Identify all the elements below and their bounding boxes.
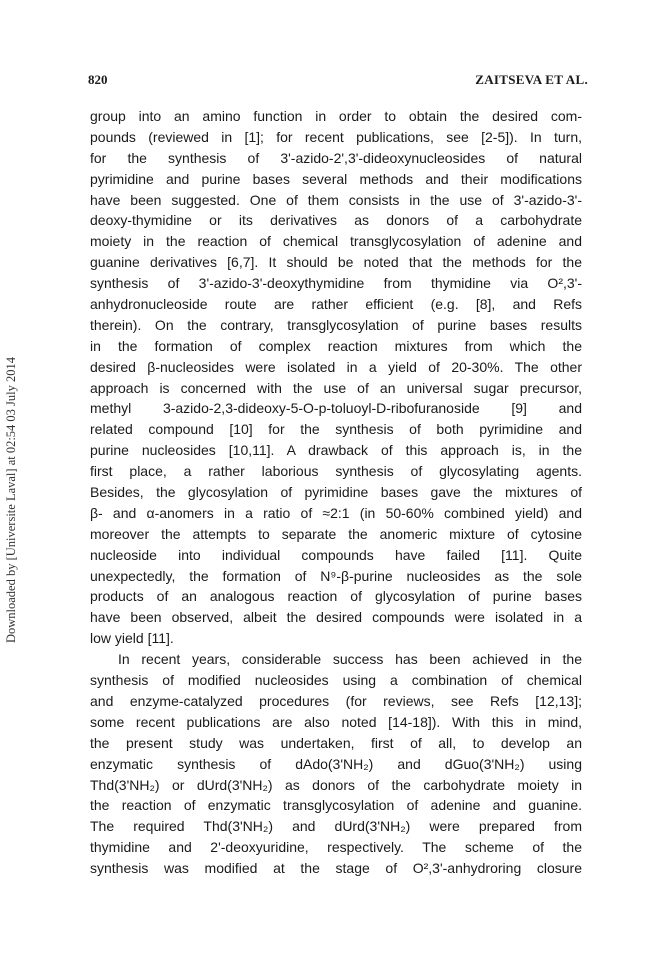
text-line: for the synthesis of 3'-azido-2',3'-dideoxynucleosides of natural	[90, 149, 582, 166]
page-number: 820	[88, 72, 108, 87]
text-line: pyrimidine and purine bases several methods and their modifications	[90, 170, 582, 187]
download-watermark-text: Downloaded by [Universite Laval] at 02:54 03 July 2014	[4, 356, 18, 644]
text-line: products of an analogous reaction of glycosylation of purine bases	[90, 588, 582, 605]
text-line: pounds (reviewed in [1]; for recent publications, see [2-5]). In turn,	[90, 128, 582, 145]
text-line: moreover the attempts to separate the anomeric mixture of cytosine	[90, 525, 582, 542]
paragraph	[90, 649, 582, 879]
paragraph	[90, 106, 582, 649]
text-line: β- and α-anomers in a ratio of ≈2:1 (in 50-60% combined yield) and	[90, 504, 582, 521]
text-line: some recent publications are also noted [14-18]). With this in mind,	[90, 713, 582, 730]
text-line: group into an amino function in order to obtain the desired com-	[90, 108, 582, 124]
text-line: have been observed, albeit the desired compounds were isolated in a	[90, 609, 582, 626]
text-line: deoxy-thymidine or its derivatives as donors of a carbohydrate	[90, 212, 582, 229]
text-line: first place, a rather laborious synthesis of glycosylating agents.	[90, 463, 582, 480]
text-line: moiety in the reaction of chemical transglycosylation of adenine and	[90, 233, 582, 250]
text-line: In recent years, considerable success has been achieved in the	[118, 651, 582, 668]
text-line: unexpectedly, the formation of N⁹-β-purine nucleosides as the sole	[90, 567, 582, 584]
text-line: the reaction of enzymatic transglycosylation of adenine and guanine.	[90, 797, 582, 814]
text-line: desired β-nucleosides were isolated in a yield of 20-30%. The other	[90, 358, 582, 375]
text-line: and enzyme-catalyzed procedures (for reviews, see Refs [12,13];	[90, 692, 582, 709]
text-line: low yield [11].	[90, 630, 174, 647]
text-line: Thd(3'NH₂) or dUrd(3'NH₂) as donors of the carbohydrate moiety in	[90, 776, 582, 793]
text-line: The required Thd(3'NH₂) and dUrd(3'NH₂) were prepared from	[90, 818, 582, 835]
text-line: enzymatic synthesis of dAdo(3'NH₂) and dGuo(3'NH₂) using	[90, 755, 582, 772]
text-line: thymidine and 2'-deoxyuridine, respectively. The scheme of the	[90, 839, 582, 856]
text-line: approach is concerned with the use of an universal sugar precursor,	[90, 379, 582, 396]
text-line: related compound [10] for the synthesis of both pyrimidine and	[90, 421, 582, 438]
body-text	[90, 106, 582, 879]
text-line: the present study was undertaken, first of all, to develop an	[90, 734, 582, 751]
text-line: anhydronucleoside route are rather efficient (e.g. [8], and Refs	[90, 296, 582, 313]
text-line: Besides, the glycosylation of pyrimidine bases gave the mixtures of	[90, 484, 582, 501]
text-line: guanine derivatives [6,7]. It should be noted that the methods for the	[90, 254, 582, 271]
text-line: synthesis was modified at the stage of O²,3'-anhydroring closure	[90, 860, 582, 877]
text-line: therein). On the contrary, transglycosylation of purine bases results	[90, 316, 582, 333]
text-line: synthesis of modified nucleosides using a combination of chemical	[90, 672, 582, 689]
text-line: synthesis of 3'-azido-3'-deoxythymidine from thymidine via O²,3'-	[90, 275, 582, 292]
running-head: ZAITSEVA ET AL.	[475, 72, 588, 87]
text-line: in the formation of complex reaction mixtures from which the	[90, 337, 582, 354]
text-line: nucleoside into individual compounds have failed [11]. Quite	[90, 546, 582, 563]
text-line: have been suggested. One of them consists in the use of 3'-azido-3'-	[90, 191, 582, 208]
text-line: purine nucleosides [10,11]. A drawback of this approach is, in the	[90, 442, 582, 459]
text-line: methyl 3-azido-2,3-dideoxy-5-O-p-toluoyl-D-ribofuranoside [9] and	[90, 400, 582, 417]
